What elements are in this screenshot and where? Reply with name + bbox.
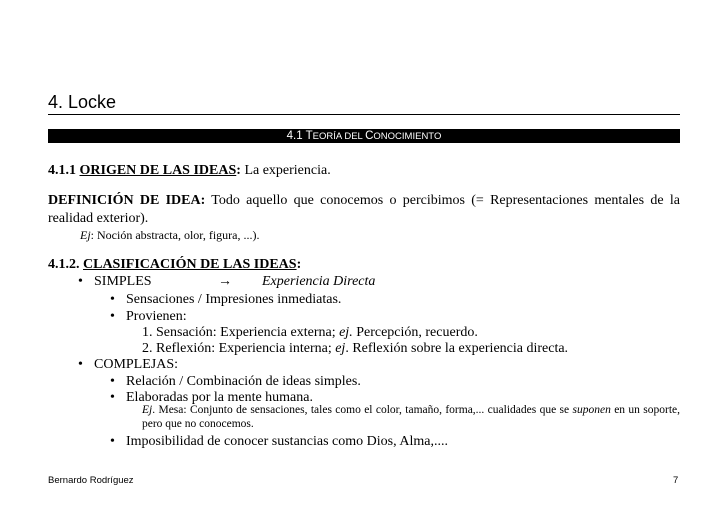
list-item-complejas [78,356,178,373]
reflexion-rest: . Reflexión sobre la experiencia directa. [345,341,569,356]
complejas-label: COMPLEJAS: [94,357,179,372]
complejas-example [142,403,680,431]
complejas-item2: Elaboradas por la mente humana. [126,390,313,405]
list-item-complejas-1 [110,373,361,390]
section-header-bar [48,129,680,143]
subsection-412 [48,256,301,273]
complejas-example-ej: Ej [142,404,153,416]
subsection-412-heading: CLASIFICACIÓN DE LAS IDEAS [83,257,297,272]
definition-text: Todo aquello que conocemos o percibimos (= Representaciones mentales de la realidad exterior). [48,193,680,226]
chapter-divider [48,114,680,115]
complejas-example-text-a: . Mesa: Conjunto de sensaciones, tales como el color, tamaño, forma,... cualidades que se [152,404,573,416]
simples-label: SIMPLES [94,274,152,289]
section-word1-rest: EORÍA DEL [312,131,366,142]
subsection-412-number: 4.1.2. [48,257,83,272]
simples-item2: Provienen: [126,309,187,324]
bullet-icon: • [110,374,115,389]
sensacion-rest: Percepción, recuerdo. [352,325,478,340]
subsection-411-number: 4.1.1 [48,163,80,178]
subsection-411-heading: ORIGEN DE LAS IDEAS [79,163,237,178]
definition-example-label: Ej [80,228,91,242]
definition-label: DEFINICIÓN DE IDEA: [48,193,206,208]
complejas-item3: Imposibilidad de conocer sustancias como Dios, Alma,.... [126,434,448,449]
list-item-reflexion [142,340,568,357]
section-word2-first: C [365,130,374,142]
bullet-icon: • [78,274,83,289]
footer-author: Bernardo Rodríguez [48,475,134,486]
list-item-complejas-3 [110,433,448,450]
definition-paragraph [48,192,680,228]
list-item-simples [78,273,152,290]
right-arrow-icon: → [218,274,232,289]
reflexion-ej: ej [335,341,346,356]
simples-item1: Sensaciones / Impresiones inmediatas. [126,292,342,307]
section-prefix: 4.1 T [286,130,313,142]
subsection-411 [48,162,331,179]
sensacion-prefix: 1. Sensación: Experiencia externa; [142,325,340,340]
bullet-icon: • [110,292,115,307]
simples-arrow-target: Experiencia Directa [262,274,376,289]
complejas-item1: Relación / Combinación de ideas simples. [126,374,361,389]
bullet-icon: • [110,434,115,449]
subsection-411-colon: : [236,163,241,178]
list-item-simples-1 [110,291,341,308]
complejas-example-suponen: suponen [572,404,611,416]
complejas-example-text-b: en un soporte, pero que no conocemos. [142,404,680,430]
subsection-411-text: La experiencia. [240,163,331,178]
chapter-title: 4. Locke [48,92,117,112]
definition-example [80,227,259,244]
bullet-icon: • [110,390,115,405]
bullet-icon: • [110,309,115,324]
bullet-icon: • [78,357,83,372]
section-word2-rest: ONOCIMIENTO [373,131,442,142]
footer-page-number: 7 [673,475,679,486]
list-item-sensacion [142,324,478,341]
list-item-simples-2 [110,308,187,325]
subsection-412-colon: : [296,257,302,272]
sensacion-ej: ej. [339,325,353,340]
definition-example-text: : Noción abstracta, olor, figura, ...). [90,228,260,242]
reflexion-prefix: 2. Reflexión: Experiencia interna; [142,341,336,356]
